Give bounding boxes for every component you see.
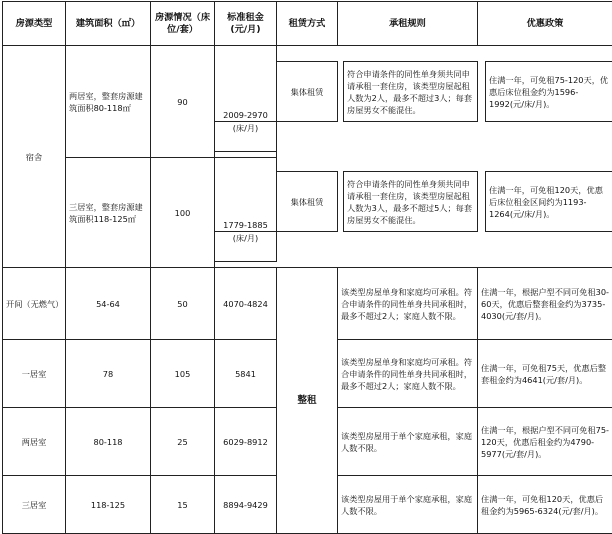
dorm-units-cell: 90 bbox=[151, 46, 215, 158]
dorm-type-cell: 宿舍 bbox=[3, 46, 66, 268]
whole-discount-cell: 住满一年，根据户型不同可免租30-60天，优惠后整套租金约为3735-4030(元/套/月)。 bbox=[478, 268, 612, 340]
whole-units-cell: 25 bbox=[151, 408, 215, 476]
whole-units-cell: 50 bbox=[151, 268, 215, 340]
whole-area-cell: 118-125 bbox=[66, 476, 151, 534]
whole-rules-cell: 该类型房屋用于单个家庭承租，家庭人数不限。 bbox=[338, 476, 478, 534]
whole-rules-cell: 该类型房屋用于单个家庭承租，家庭人数不限。 bbox=[338, 408, 478, 476]
whole-rules-cell: 该类型房屋单身和家庭均可承租。符合申请条件的同性单身共同承租时，最多不超过2人；家庭人数不限。 bbox=[338, 340, 478, 408]
dorm-lease-cell: 集体租赁 bbox=[277, 62, 338, 122]
whole-units-cell: 105 bbox=[151, 340, 215, 408]
whole-area-cell: 78 bbox=[66, 340, 151, 408]
header-units: 房源情况（床位/套） bbox=[151, 2, 215, 46]
whole-type-cell: 一居室 bbox=[3, 340, 66, 408]
whole-area-cell: 80-118 bbox=[66, 408, 151, 476]
whole-row-studio bbox=[3, 268, 612, 340]
whole-rent-cell: 4070-4824 bbox=[215, 268, 277, 340]
whole-units-cell: 15 bbox=[151, 476, 215, 534]
whole-discount-cell: 住满一年，可免租120天，优惠后租金约为5965-6324(元/套/月)。 bbox=[478, 476, 612, 534]
header-lease-type: 租赁方式 bbox=[277, 2, 338, 46]
dorm-area-cell: 三居室，整套房源建筑面积118-125㎡ bbox=[66, 158, 151, 268]
header-rent-line1: 标准租金 bbox=[218, 12, 273, 24]
dorm-lease-cell: 集体租赁 bbox=[277, 172, 338, 232]
whole-rent-cell: 6029-8912 bbox=[215, 408, 277, 476]
whole-rules-cell: 该类型房屋单身和家庭均可承租。符合申请条件的同性单身共同承租时，最多不超过2人；家庭人数不限。 bbox=[338, 268, 478, 340]
header-standard-rent bbox=[215, 2, 277, 46]
whole-rent-cell: 8894-9429 bbox=[215, 476, 277, 534]
dorm-area-cell: 两居室，整套房源建筑面积80-118㎡ bbox=[66, 46, 151, 158]
whole-type-cell: 三居室 bbox=[3, 476, 66, 534]
dorm-rules-cell: 符合申请条件的同性单身须共同申请承租一套住房，该类型房屋起租人数为3人，最多不超过5人；每套房屋男女不能混住。 bbox=[344, 172, 478, 232]
whole-area-cell: 54-64 bbox=[66, 268, 151, 340]
dorm-rules-cell: 符合申请条件的同性单身须共同申请承租一套住房，该类型房屋起租人数为2人，最多不超过3人；每套房屋男女不能混住。 bbox=[344, 62, 478, 122]
whole-lease-cell: 整租 bbox=[277, 268, 338, 534]
whole-rent-cell: 5841 bbox=[215, 340, 277, 408]
whole-discount-cell: 住满一年，可免租75天，优惠后整套租金约为4641(元/套/月)。 bbox=[478, 340, 612, 408]
whole-discount-cell: 住满一年，根据户型不同可免租75-120天，优惠后租金约为4790-5977(元/套/月)。 bbox=[478, 408, 612, 476]
header-house-type: 房源类型 bbox=[3, 2, 66, 46]
whole-type-cell: 开间（无燃气） bbox=[3, 268, 66, 340]
dorm-rent-cell: 2009-2970 bbox=[215, 46, 277, 122]
dorm-rent-unit: (床/月) bbox=[215, 122, 277, 152]
header-rent-line2: (元/月) bbox=[218, 24, 273, 36]
whole-type-cell: 两居室 bbox=[3, 408, 66, 476]
dorm-rent-unit: (床/月) bbox=[215, 232, 277, 262]
dorm-rent-cell: 1779-1885 bbox=[215, 158, 277, 232]
dorm-units-cell: 100 bbox=[151, 158, 215, 268]
dorm-row-1-top bbox=[3, 46, 612, 62]
header-row bbox=[3, 2, 612, 46]
header-discount: 优惠政策 bbox=[478, 2, 612, 46]
dorm-discount-cell: 住满一年，可免租120天，优惠后床位租金区间约为1193-1264(元/床/月)。 bbox=[486, 172, 612, 232]
rental-housing-table bbox=[2, 1, 612, 534]
dorm-discount-cell: 住满一年，可免租75-120天，优惠后床位租金约为1596-1992(元/床/月)。 bbox=[486, 62, 612, 122]
header-rules: 承租规则 bbox=[338, 2, 478, 46]
dorm-row-2-top bbox=[3, 158, 612, 172]
header-area: 建筑面积（㎡） bbox=[66, 2, 151, 46]
